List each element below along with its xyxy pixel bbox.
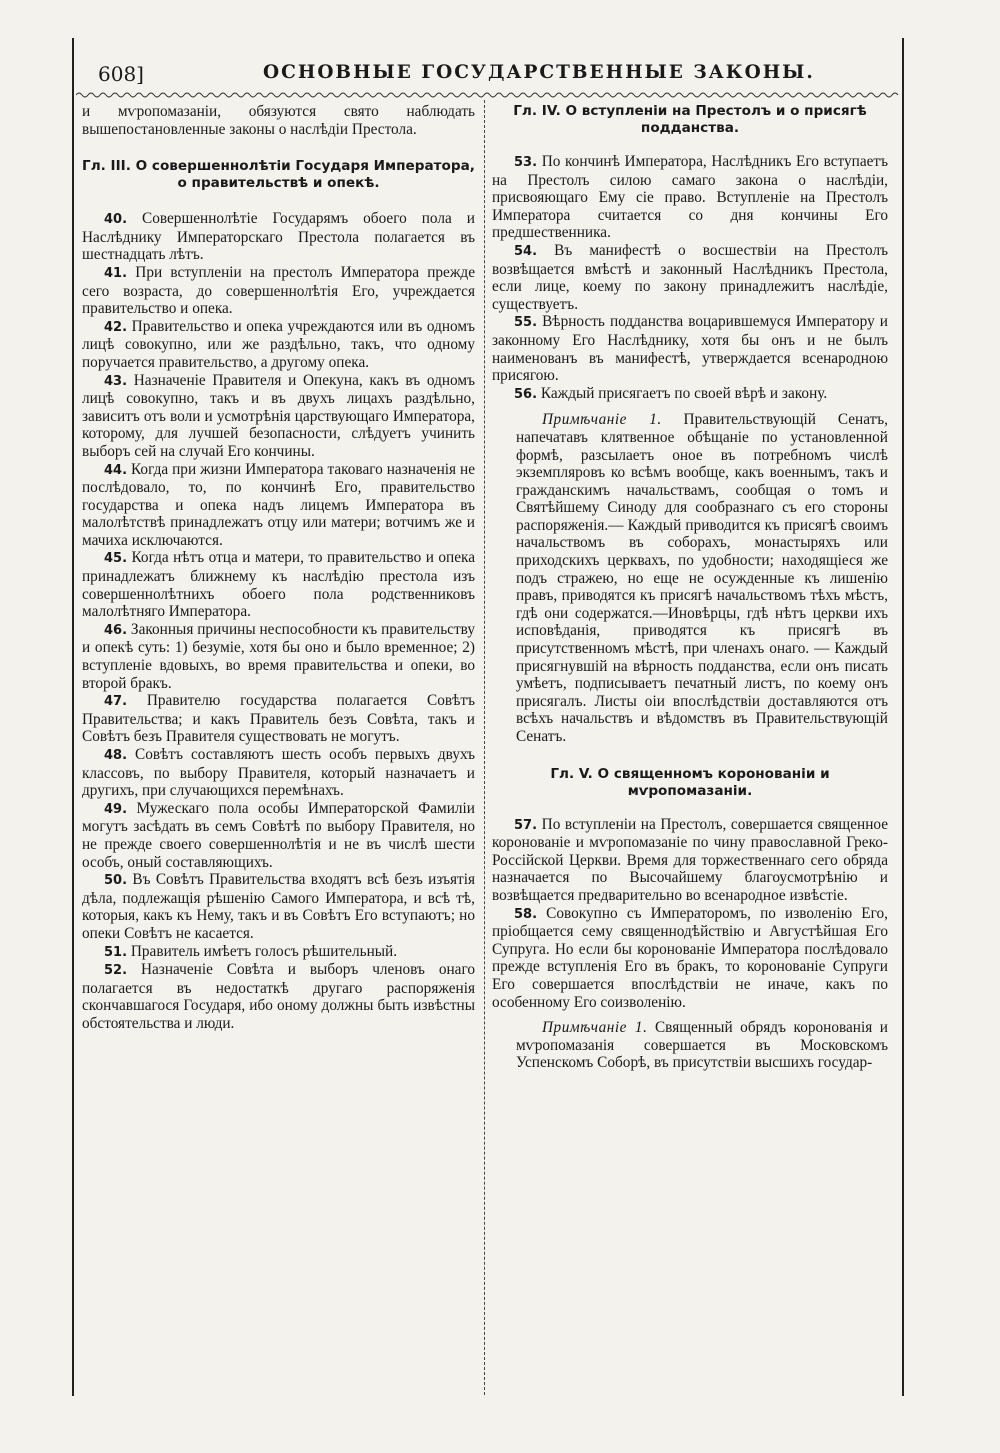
article-text: Совершеннолѣтіе Государямъ обоего пола и Наслѣднику Императорскаго Престола полагается въ шестнадцать лѣтъ. xyxy=(82,210,475,264)
chapter-5-heading: Гл. V. О священномъ коронованіи и мѵропомазаніи. xyxy=(550,765,830,799)
running-title: ОСНОВНЫЕ ГОСУДАРСТВЕННЫЕ ЗАКОНЫ. xyxy=(263,62,815,83)
article-40 xyxy=(82,210,475,264)
article-number: 55. xyxy=(514,315,538,331)
note-2 xyxy=(516,1019,888,1072)
article-text: По вступленіи на Престолъ, совершается священное коронованіе и мѵропомазаніе по чину православной Греко-Россійской Церкви. Время для торжественнаго сего обряда назначается по Высочайшему благоусмотрѣнію и возвѣщается предварительно во всенародное извѣстіе. xyxy=(492,815,889,904)
chapter-4-heading: Гл. IV. О вступленіи на Престолъ и о присягѣ подданства. xyxy=(513,103,867,136)
note-text: Правительствующій Сенатъ, напечатавъ клятвенное обѣщаніе по установленной формѣ, разсылаетъ оное въ потребномъ числѣ экземпляровъ ко всѣмъ вообще, какъ военнымъ, такъ и гражданскимъ начальствамъ, сообщая о томъ и Святѣйшему Синоду для сообразнаго съ его стороны распоряженія.— Каждый приводится къ присягѣ своимъ начальствомъ въ соборахъ, монастыряхъ или приходскихъ церквахъ, по удобности; находящіеся же подъ стражею, но еще не осужденные къ лишенію правъ, приводятся къ присягѣ начальствомъ тѣхъ мѣстъ, гдѣ они содержатся.—Иновѣрцы, гдѣ нѣтъ церкви ихъ исповѣданія, приводятся къ присягѣ въ присутственномъ мѣстѣ, при членахъ онаго. — Каждый присягнувшій на вѣрность подданства, если онъ писать умѣетъ, подписываетъ печатный листъ, по коему онъ присягалъ. Листы оіи впослѣдствіи доставляются отъ всѣхъ начальствъ и вѣдомствъ въ Правительствующій Сенатъ. xyxy=(516,411,889,745)
article-49 xyxy=(82,800,475,871)
article-text: При вступленіи на престолъ Императора прежде сего возраста, до совершеннолѣтія Его, учреждается правительство и опека. xyxy=(82,263,475,318)
article-number: 49. xyxy=(104,801,128,817)
article-text: По кончинѣ Императора, Наслѣдникъ Его вступаетъ на Престолъ силою самаго закона о наслѣдіи, присвояющаго Ему сіе право. Вступленіе на Престолъ Императора считается со дня кончины Его предшественника. xyxy=(492,153,888,242)
article-43 xyxy=(82,372,475,461)
article-42 xyxy=(82,318,475,372)
article-number: 40. xyxy=(104,212,128,228)
article-58 xyxy=(492,905,888,1012)
article-50 xyxy=(82,871,475,942)
article-number: 48. xyxy=(104,748,128,763)
article-53 xyxy=(492,153,888,242)
article-number: 47. xyxy=(104,694,128,710)
note-text: Священный обрядъ коронованія и мѵропомазанія совершается въ Московскомъ Успенскомъ Соборѣ, въ присутствіи высшихъ государ- xyxy=(516,1019,888,1072)
article-text: Назначеніе Правителя и Опекуна, какъ въ одномъ лицѣ совокупно, такъ и въ двухъ лицахъ раздѣльно, зависитъ отъ воли и усмотрѣнія царствующаго Императора, которому, для лучшей безопасности, слѣдуетъ учинить выборъ сей на случай Его кончины. xyxy=(82,371,475,460)
page-number: 608] xyxy=(98,62,144,86)
article-number: 41. xyxy=(104,265,128,281)
article-text: Когда нѣтъ отца и матери, то правительство и опека принадлежатъ ближнему къ наслѣдію престола изъ совершеннолѣтнихъ обоего пола родственниковъ малолѣтняго Императора. xyxy=(82,549,475,621)
article-text: Совокупно съ Императоромъ, по изволенію Его, пріобщается сему священнодѣйствію и Августѣйшая Его Супруга. Но если бы коронованіе Императора послѣдовало прежде вступленія Его въ бракъ, то коронованіе Супруги Его совершается впослѣдствіи не иначе, какъ по особенному Его соизволенію. xyxy=(492,904,888,1011)
note-label: Примѣчаніе 1. xyxy=(542,411,662,429)
note-label: Примѣчаніе 1. xyxy=(542,1019,648,1037)
article-45 xyxy=(82,549,475,620)
article-number: 52. xyxy=(104,963,128,979)
article-text: Правительство и опека учреждаются или въ одномъ лицѣ совокупно, или же раздѣльно, такъ, что одному поручается правительство, а другому опека. xyxy=(82,317,475,371)
chapter-3-heading: Гл. III. О совершеннолѣтіи Государя Императора, о правительствѣ и опекѣ. xyxy=(82,158,475,192)
article-48 xyxy=(82,746,475,800)
note-1 xyxy=(516,411,888,745)
article-text: Законныя причины неспособности къ правительству и опекѣ суть: 1) безуміе, хотя бы оно и было временное; 2) вступленіе вдовыхъ, во время правительства и опеки, во второй бракъ. xyxy=(82,620,476,692)
column-divider xyxy=(484,100,486,1395)
article-57 xyxy=(492,816,888,905)
article-text: Каждый присягаетъ по своей вѣрѣ и закону. xyxy=(540,384,828,402)
article-56 xyxy=(492,385,888,404)
article-text: Въ манифестѣ о восшествіи на Престолъ возвѣщается вмѣстѣ и законный Наслѣдникъ Престола, если лице, коему по закону принадлежитъ наслѣдіе, существуетъ. xyxy=(492,241,889,313)
article-text: Правителю государства полагается Совѣтъ Правительства; и какъ Правитель безъ Совѣта, такъ и Совѣтъ безъ Правителя существовать не могутъ. xyxy=(82,692,475,746)
article-55 xyxy=(492,313,888,384)
article-number: 58. xyxy=(514,906,538,922)
article-47 xyxy=(82,692,475,746)
article-number: 46. xyxy=(104,622,128,638)
article-number: 42. xyxy=(104,319,128,335)
article-number: 45. xyxy=(104,551,128,567)
article-number: 56. xyxy=(514,386,538,402)
continuation-text: и мѵропомазаніи, обязуются свято наблюдать вышепостановленные законы о наслѣдіи Престола. xyxy=(82,103,475,138)
article-number: 51. xyxy=(104,944,128,960)
left-column xyxy=(82,103,475,1033)
article-number: 57. xyxy=(514,817,538,833)
article-text: Вѣрность подданства воцарившемуся Императору и законному Его Наслѣднику, хотя бы онъ и не былъ наименованъ въ манифестѣ, утверждается всенародною присягою. xyxy=(492,313,888,385)
article-number: 54. xyxy=(514,243,538,259)
article-41 xyxy=(82,264,475,318)
article-text: Въ Совѣтъ Правительства входятъ всѣ безъ изъятія дѣла, подлежащія рѣшенію Самого Императора, и всѣ тѣ, которыя, какъ къ Нему, такъ и въ Совѣтъ Его вступаютъ; но опеки Совѣтъ не касается. xyxy=(82,871,475,942)
article-text: Назначеніе Совѣта и выборъ членовъ онаго полагается въ недостаткѣ другаго распоряженія скончавшагося Государя, ибо оному должны быть извѣстны обстоятельства и люди. xyxy=(82,961,475,1032)
article-number: 43. xyxy=(104,373,128,389)
article-number: 44. xyxy=(104,462,128,478)
article-text: Совѣтъ составляютъ шесть особъ первыхъ двухъ классовъ, по выбору Правителя, который назначаетъ и другихъ, при случающихся перемѣнахъ. xyxy=(82,746,476,800)
article-text: Мужескаго пола особы Императорской Фамиліи могутъ засѣдать въ семъ Совѣтѣ по выбору Правителя, но не прежде своего совершеннолѣтія и не въ числѣ шести особъ, оный составляющихъ. xyxy=(82,799,475,871)
article-44 xyxy=(82,461,475,550)
article-46 xyxy=(82,621,475,692)
right-column xyxy=(492,103,888,1072)
article-52 xyxy=(82,961,475,1032)
article-number: 53. xyxy=(514,155,538,170)
page-header xyxy=(98,62,888,90)
article-number: 50. xyxy=(104,873,128,889)
article-51 xyxy=(82,943,475,962)
header-wavy-rule xyxy=(76,90,900,100)
article-text: Правитель имѣетъ голосъ рѣшительный. xyxy=(130,942,398,960)
article-text: Когда при жизни Императора таковаго назначенія не послѣдовало, то, по кончинѣ Его, правительство государства и опека надъ лицемъ Императора въ малолѣтствѣ принадлежатъ отцу или матери; вотчимъ же и мачиха исключаются. xyxy=(82,460,475,549)
article-54 xyxy=(492,242,888,313)
